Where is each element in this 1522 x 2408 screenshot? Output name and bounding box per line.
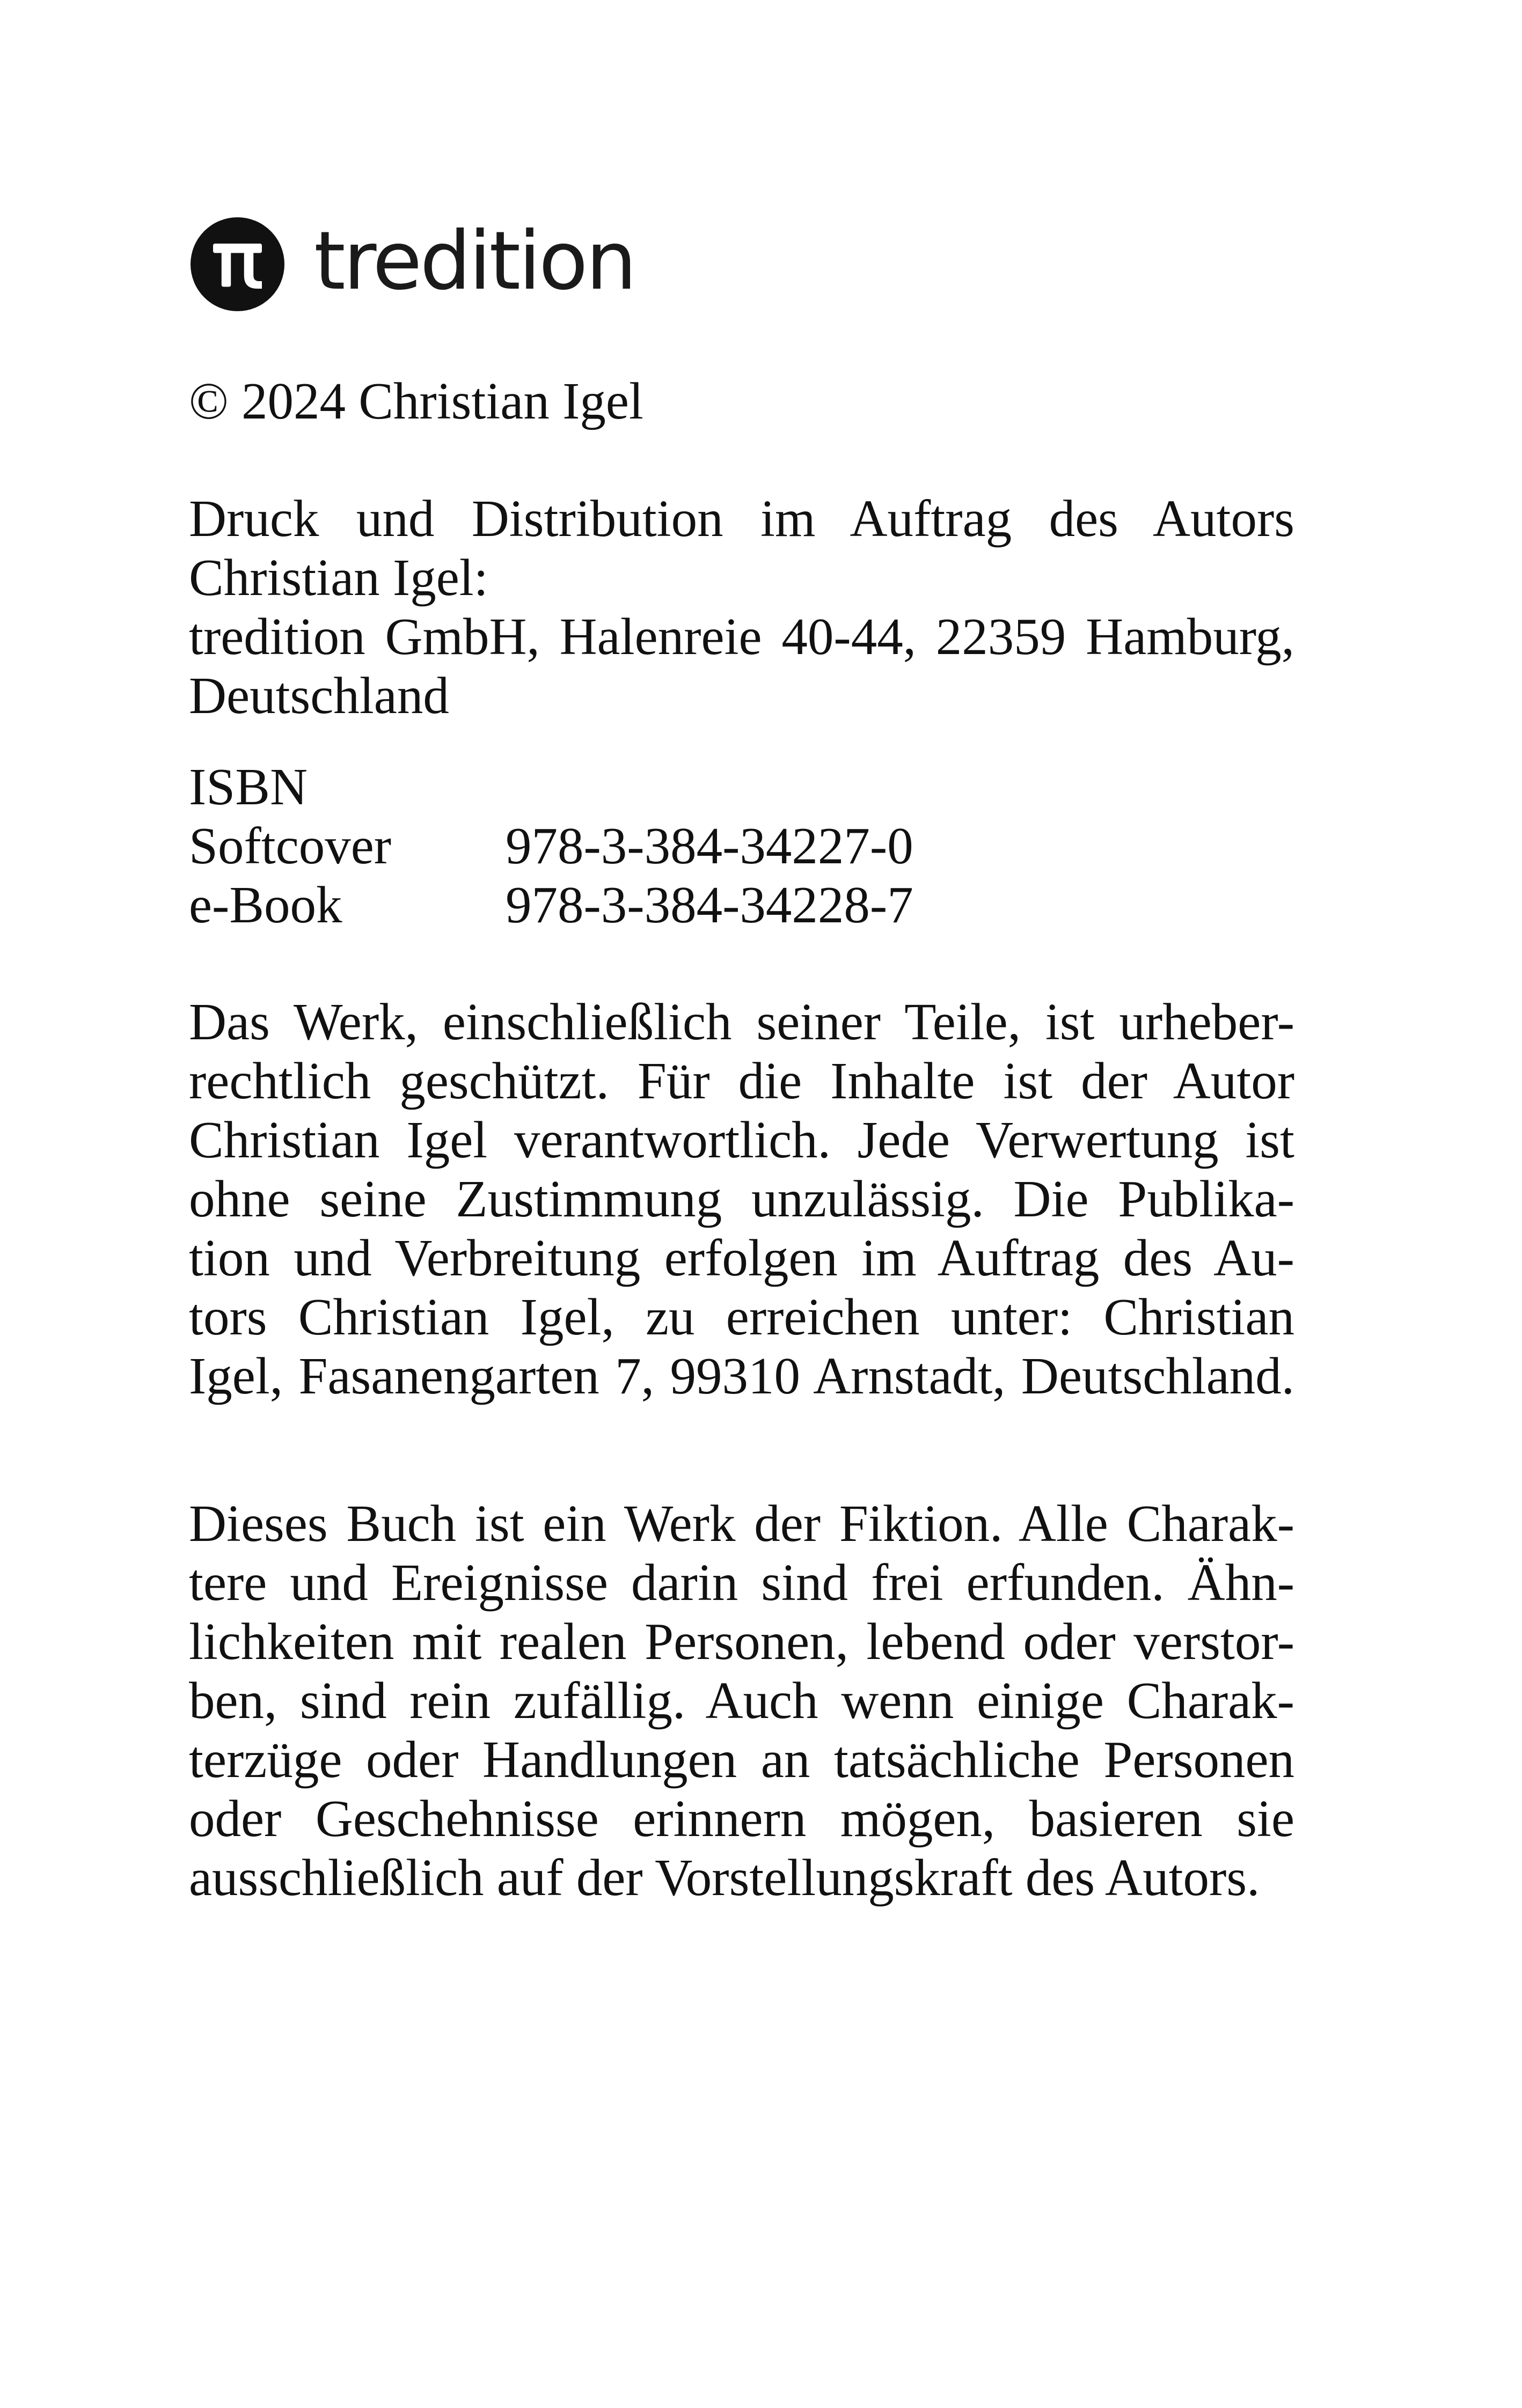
publisher-logo	[191, 214, 635, 311]
fiction-line: oder Geschehnisse erinnern mögen, basieren sie	[189, 1790, 1294, 1847]
isbn-row	[189, 817, 1294, 876]
legal-line: rechtlich geschützt. Für die Inhalte ist der Autor	[189, 1052, 1294, 1110]
tredition-logo-icon	[191, 217, 284, 311]
fiction-line: ben, sind rein zufällig. Auch wenn einige Charak-	[189, 1672, 1294, 1729]
printing-notice	[189, 489, 1294, 725]
isbn-heading: ISBN	[189, 758, 308, 816]
fiction-line: terzüge oder Handlungen an tatsächliche Personen	[189, 1731, 1294, 1788]
legal-line: Das Werk, einschließlich seiner Teile, ist urheber-	[189, 993, 1294, 1051]
legal-line: Christian Igel verantwortlich. Jede Verwertung ist	[189, 1111, 1294, 1169]
isbn-label: e-Book	[189, 876, 342, 934]
fiction-line: Dieses Buch ist ein Werk der Fiktion. Alle Charak-	[189, 1495, 1294, 1552]
isbn-value: 978-3-384-34227-0	[506, 817, 913, 875]
legal-line: tion und Verbreitung erfolgen im Auftrag des Au-	[189, 1229, 1294, 1287]
legal-line: tors Christian Igel, zu erreichen unter: Christian	[189, 1288, 1294, 1346]
copyright-notice: © 2024 Christian Igel	[189, 372, 643, 430]
printing-line: Deutschland	[189, 667, 449, 724]
legal-line: Igel, Fasanengarten 7, 99310 Arnstadt, Deutschland.	[189, 1347, 1294, 1405]
printing-line: Druck und Distribution im Auftrag des Autors	[189, 490, 1294, 547]
isbn-label: Softcover	[189, 817, 392, 875]
fiction-line: tere und Ereignisse darin sind frei erfunden. Ähn-	[189, 1554, 1294, 1611]
legal-line: ohne seine Zustimmung unzulässig. Die Publika-	[189, 1170, 1294, 1228]
isbn-block	[189, 758, 1294, 935]
logo-wordmark: tredition	[314, 214, 635, 308]
isbn-row	[189, 876, 1294, 935]
isbn-value: 978-3-384-34228-7	[506, 876, 913, 934]
printing-line: tredition GmbH, Halenreie 40-44, 22359 Hamburg,	[189, 608, 1294, 665]
printing-line: Christian Igel:	[189, 549, 488, 606]
fiction-disclaimer-paragraph	[189, 1494, 1294, 1907]
fiction-line: ausschließlich auf der Vorstellungskraft des Autors.	[189, 1849, 1260, 1906]
fiction-line: lichkeiten mit realen Personen, lebend oder verstor-	[189, 1613, 1294, 1670]
copyright-legal-paragraph	[189, 993, 1294, 1406]
